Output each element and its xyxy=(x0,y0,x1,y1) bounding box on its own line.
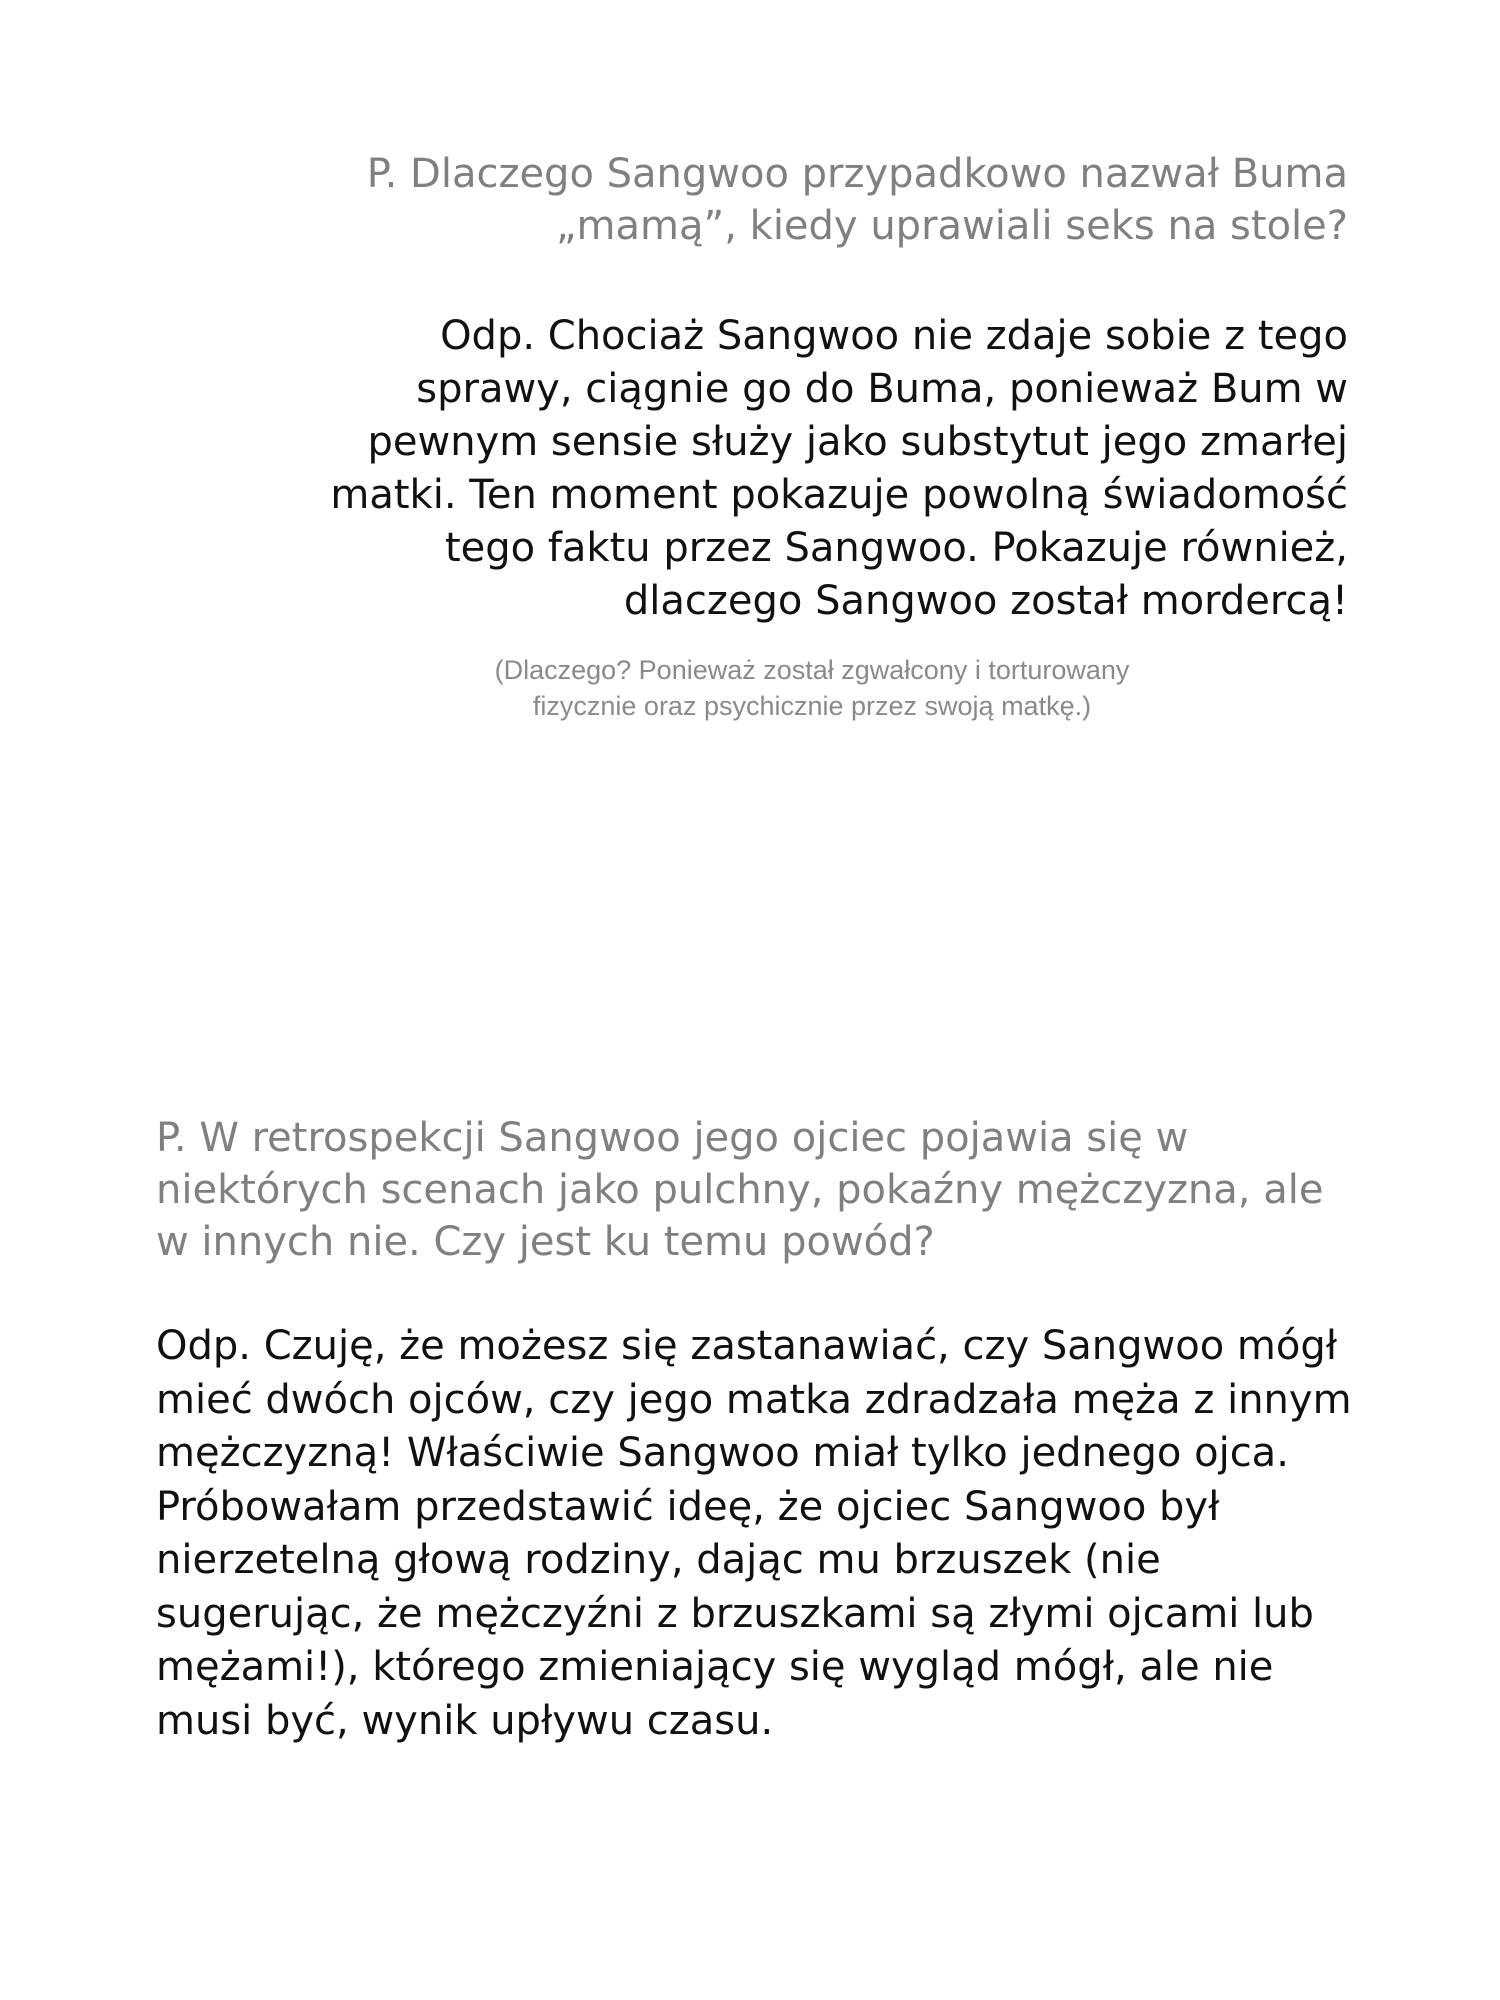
question-1-text: P. Dlaczego Sangwoo przypadkowo nazwał Buma „mamą”, kiedy uprawiali seks na stole? xyxy=(366,151,1348,249)
answer-1-footnote: (Dlaczego? Ponieważ został zgwałcony i torturowany fizycznie oraz psychicznie przez swoją matkę.) xyxy=(494,655,1130,721)
answer-2-text: Odp. Czuję, że możesz się zastanawiać, czy Sangwoo mógł mieć dwóch ojców, czy jego matka zdradzała męża z innym mężczyzną! Właściwie Sangwoo miał tylko jednego ojca. Próbowałam przedstawić ideę, że ojciec Sangwoo był nierzetelną głową rodziny, dając mu brzuszek (nie sugerując, że mężczyźni z brzuszkami są złymi ojcami lub mężami!), którego zmieniający się wygląd mógł, ale nie musi być, wynik upływu czasu. xyxy=(156,1323,1352,1744)
answer-1-text: Odp. Chociaż Sangwoo nie zdaje sobie z tego sprawy, ciągnie go do Buma, ponieważ Bum w pewnym sensie służy jako substytut jego zmarłej matki. Ten moment pokazuje powolną świadomość tego faktu przez Sangwoo. Pokazuje również, dlaczego Sangwoo został mordercą! xyxy=(330,313,1348,624)
question-2-text: P. W retrospekcji Sangwoo jego ojciec pojawia się w niektórych scenach jako pulchny, pokaźny mężczyzna, ale w innych nie. Czy jest ku temu powód? xyxy=(156,1115,1324,1265)
